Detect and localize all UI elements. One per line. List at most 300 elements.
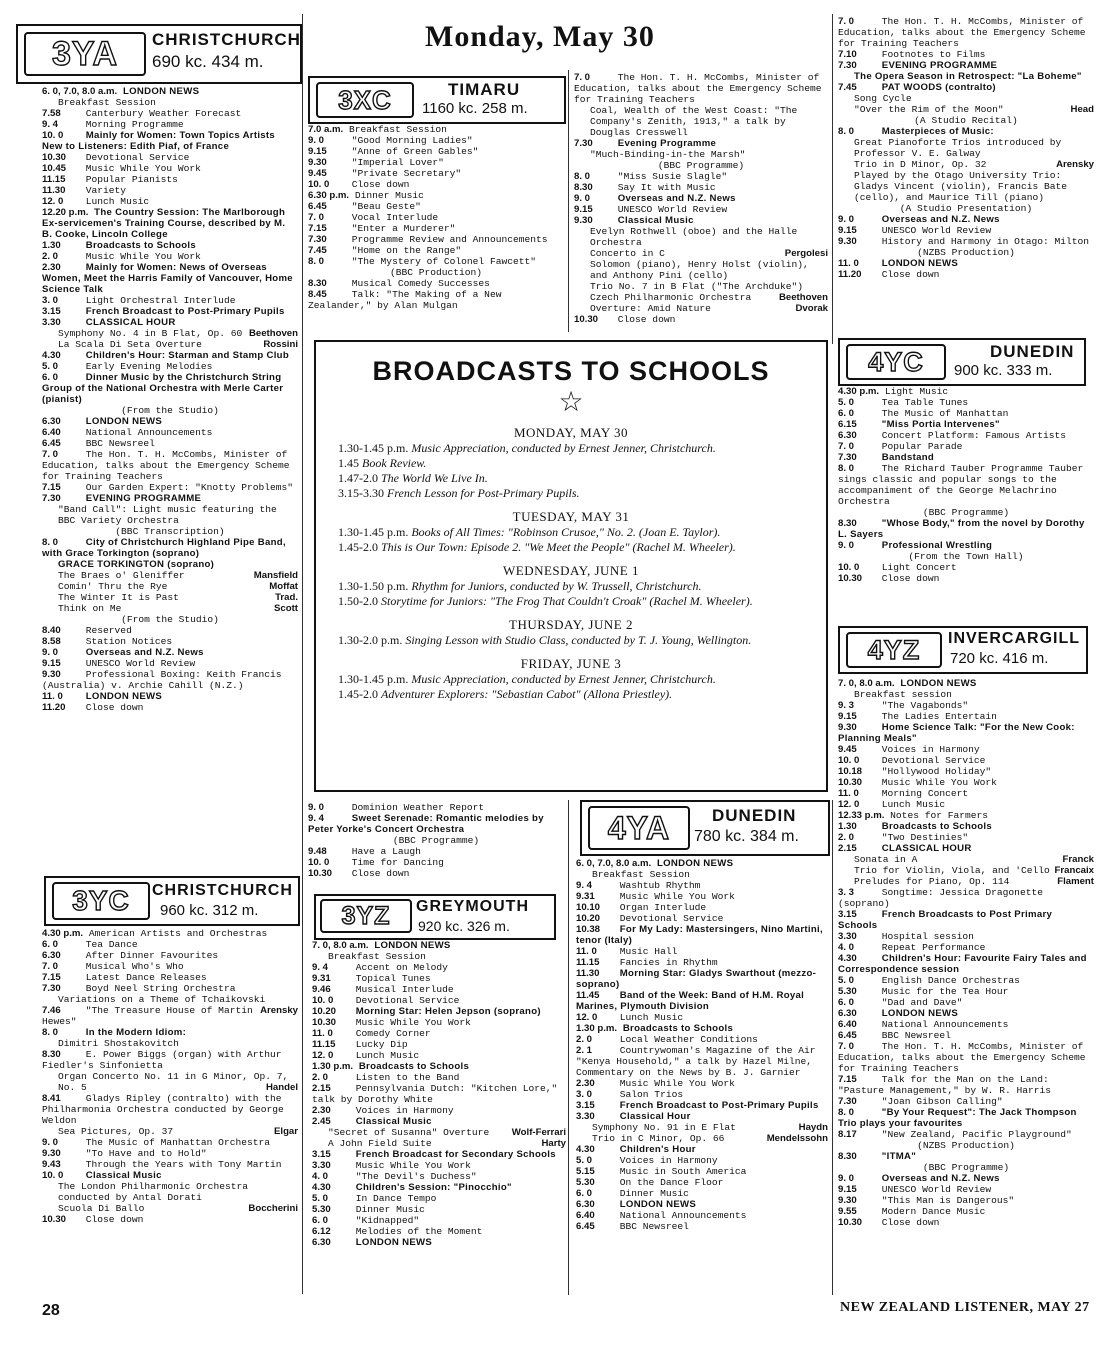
programme-title: LONDON NEWS	[656, 858, 734, 869]
programme-time: 3.15	[42, 306, 61, 317]
programme-title: Our Garden Expert: "Knotty Problems"	[85, 482, 294, 493]
programme-title: Gladys Ripley (contralto) with the Philharmonia Orchestra conducted by George Weldon	[42, 1093, 284, 1126]
programme-title: Dinner Music	[355, 1204, 425, 1215]
programme-title: "Secret of Susanna" Overture	[328, 1127, 490, 1138]
programme-time: 7.58	[42, 108, 61, 119]
programme-title: Pennsylvania Dutch: "Kitchen Lore," talk by Dorothy White	[312, 1083, 558, 1105]
programme-time: 6.30	[838, 1008, 857, 1019]
programme-entry	[838, 986, 1094, 997]
programme-entry	[838, 247, 1094, 258]
programme-time: 9.30	[42, 669, 61, 680]
programme-entry	[42, 372, 298, 405]
programme-entry	[42, 240, 298, 251]
programme-title: Evelyn Rothwell (oboe) and the Halle Orchestra	[590, 226, 798, 248]
programme-time: 6. 0	[838, 997, 855, 1008]
programme-entry	[42, 625, 298, 636]
programme-entry	[42, 86, 298, 97]
programme-title: LONDON NEWS	[85, 691, 163, 702]
page-number: 28	[42, 1302, 60, 1319]
programme-entry	[574, 160, 828, 171]
programme-time: 6.15	[838, 419, 857, 430]
programme-list-3yz-evening	[574, 72, 828, 334]
programme-title: "By Your Request": The Jack Thompson Trio plays your favourites	[838, 1107, 1077, 1129]
programme-entry	[838, 1074, 1094, 1096]
programme-title: Fancies in Rhythm	[619, 957, 718, 968]
programme-entry	[838, 137, 1094, 159]
programme-entry	[838, 408, 1094, 419]
programme-entry	[838, 430, 1094, 441]
programme-time: 6. 0, 7.0, 8.0 a.m.	[576, 858, 652, 869]
programme-title: (A Studio Recital)	[914, 115, 1018, 126]
programme-time: 6. 0	[42, 372, 59, 383]
composer-name: Arensky	[260, 1005, 298, 1016]
schools-item	[316, 672, 826, 687]
programme-entry	[838, 1008, 1094, 1019]
programme-time: 9.45	[308, 168, 327, 179]
programme-time: 10.30	[838, 1217, 863, 1228]
programme-entry	[312, 1237, 566, 1248]
programme-entry	[312, 1127, 566, 1138]
programme-time: 12. 0	[42, 196, 64, 207]
schools-day-heading: THURSDAY, JUNE 2	[509, 617, 633, 632]
programme-title: Talk for the Man on the Land: "Pasture Management," by W. R. Harris	[838, 1074, 1052, 1096]
programme-entry	[838, 953, 1094, 975]
programme-title: Breakfast Session	[348, 124, 447, 135]
programme-entry	[576, 990, 828, 1012]
programme-time: 6.30	[42, 416, 61, 427]
programme-entry	[576, 1177, 828, 1188]
programme-title: Dominion Weather Report	[351, 802, 485, 813]
programme-entry	[574, 149, 828, 160]
programme-entry	[42, 185, 298, 196]
programme-title: "The Treasure House of Martin Hewes"	[42, 1005, 253, 1027]
programme-title: Lunch Music	[355, 1050, 420, 1061]
programme-time: 6. 0	[838, 408, 855, 419]
programme-title: National Announcements	[619, 1210, 747, 1221]
station-city: GREYMOUTH	[416, 898, 529, 915]
composer-name: Head	[1070, 104, 1094, 115]
programme-entry	[312, 1017, 566, 1028]
programme-title: (From the Studio)	[121, 614, 219, 625]
programme-entry	[838, 452, 1094, 463]
programme-entry	[838, 214, 1094, 225]
programme-title: Home Science Talk: "For the New Cook: Planning Meals"	[838, 722, 1075, 744]
programme-time: 5. 0	[838, 975, 855, 986]
programme-entry	[576, 968, 828, 990]
masthead-footer: NEW ZEALAND LISTENER, MAY 27	[840, 1300, 1090, 1315]
programme-entry	[574, 204, 828, 215]
schools-item-time: 1.30-1.45 p.m.	[338, 441, 409, 455]
programme-entry	[576, 902, 828, 913]
composer-name: Wolf-Ferrari	[511, 1127, 566, 1138]
programme-title: Songtime: Jessica Dragonette (soprano)	[838, 887, 1043, 909]
programme-time: 7.46	[42, 1005, 61, 1016]
programme-title: Overseas and N.Z. News	[881, 214, 1000, 225]
programme-title: (A Studio Presentation)	[899, 203, 1033, 214]
programme-title: Light Music	[884, 386, 949, 397]
programme-entry	[576, 1144, 828, 1155]
programme-list-4ya	[576, 858, 828, 1290]
station-logo: 3XC	[316, 82, 414, 118]
programme-title: Programme Review and Announcements	[351, 234, 548, 245]
programme-entry	[576, 880, 828, 891]
programme-entry	[308, 835, 564, 846]
composer-name: Handel	[266, 1082, 298, 1093]
programme-title: "Miss Susie Slagle"	[617, 171, 728, 182]
programme-entry	[838, 562, 1094, 573]
schools-item-time: 1.45-2.0	[338, 687, 378, 701]
schools-item-title: French Lesson for Post-Primary Pupils.	[387, 486, 580, 500]
programme-time: 8. 0	[838, 1107, 855, 1118]
column-rule	[832, 14, 833, 344]
programme-time: 10.30	[574, 314, 599, 325]
programme-entry	[308, 179, 564, 190]
programme-entry	[42, 1214, 298, 1225]
programme-time: 11.15	[42, 174, 66, 185]
programme-time: 10.30	[312, 1017, 337, 1028]
programme-time: 4.30 p.m.	[42, 928, 84, 939]
programme-entry	[576, 1111, 828, 1122]
programme-entry	[42, 317, 298, 328]
programme-title: Boyd Neel String Orchestra	[85, 983, 236, 994]
programme-entry	[312, 1193, 566, 1204]
programme-title: The Braes o' Gleniffer	[58, 570, 185, 581]
composer-name: Harty	[541, 1138, 566, 1149]
programme-time: 7.30	[42, 983, 61, 994]
programme-time: 6.12	[312, 1226, 331, 1237]
programme-entry	[576, 1045, 828, 1078]
programme-time: 12. 0	[838, 799, 860, 810]
programme-time: 11. 0	[42, 691, 63, 702]
schools-schedule	[316, 425, 826, 702]
programme-title: Professional Boxing: Keith Francis (Australia) v. Archie Cahill (N.Z.)	[42, 669, 282, 691]
programme-list-4ya-evening	[838, 16, 1094, 336]
programme-time: 9. 0	[838, 540, 855, 551]
programme-time: 11.15	[312, 1039, 336, 1050]
programme-title: French Broadcast to Post-Primary Pupils	[85, 306, 285, 317]
composer-name: Flament	[1057, 876, 1094, 887]
programme-title: Washtub Rhythm	[619, 880, 701, 891]
programme-entry	[308, 135, 564, 146]
programme-entry	[576, 1034, 828, 1045]
programme-entry	[838, 887, 1094, 909]
programme-entry	[838, 1041, 1094, 1074]
programme-entry	[308, 234, 564, 245]
programme-title: Comedy Corner	[355, 1028, 431, 1039]
programme-time: 10.45	[42, 163, 67, 174]
programme-time: 10. 0	[312, 995, 334, 1006]
programme-entry	[308, 146, 564, 157]
programme-entry	[838, 975, 1094, 986]
programme-title: Close down	[85, 702, 144, 713]
programme-entry	[42, 449, 298, 482]
station-frequency: 1160 kc. 258 m.	[422, 100, 528, 117]
programme-title: After Dinner Favourites	[85, 950, 219, 961]
programme-time: 3.30	[312, 1160, 331, 1171]
programme-entry	[42, 482, 298, 493]
programme-entry	[838, 744, 1094, 755]
programme-time: 9.30	[838, 1195, 857, 1206]
programme-time: 9. 4	[576, 880, 593, 891]
programme-entry	[838, 997, 1094, 1008]
programme-title: Voices in Harmony	[881, 744, 980, 755]
programme-time: 9.45	[838, 744, 857, 755]
programme-time: 11. 0	[312, 1028, 333, 1039]
programme-entry	[312, 1039, 566, 1050]
programme-title: Masterpieces of Music:	[881, 126, 994, 137]
programme-title: Music While You Work	[619, 1078, 735, 1089]
programme-time: 7.10	[838, 49, 857, 60]
programme-entry	[42, 251, 298, 262]
programme-time: 3.30	[576, 1111, 595, 1122]
programme-time: 9. 4	[308, 813, 325, 824]
programme-time: 7. 0	[42, 961, 59, 972]
schools-item	[316, 471, 826, 486]
programme-entry	[576, 858, 828, 869]
programme-title: LONDON NEWS	[881, 1008, 959, 1019]
programme-time: 11.15	[576, 957, 600, 968]
programme-entry	[838, 755, 1094, 766]
programme-entry	[838, 16, 1094, 49]
programme-entry	[42, 163, 298, 174]
programme-entry	[312, 1050, 566, 1061]
programme-time: 4. 0	[312, 1171, 329, 1182]
programme-time: 10. 0	[838, 562, 860, 573]
programme-title: Music While You Work	[85, 163, 201, 174]
programme-time: 3.15	[838, 909, 857, 920]
programme-title: Great Pianoforte Trios introduced by Professor V. E. Galway	[854, 137, 1062, 159]
schools-item	[316, 540, 826, 555]
programme-time: 8. 0	[574, 171, 591, 182]
programme-entry	[574, 171, 828, 182]
programme-title: Classical Music	[355, 1116, 432, 1127]
programme-entry	[308, 201, 564, 212]
programme-title: BBC Newsreel	[881, 1030, 951, 1041]
programme-title: Children's Session: "Pinocchio"	[355, 1182, 512, 1193]
programme-time: 8.30	[838, 1151, 857, 1162]
programme-list-4yz	[838, 678, 1094, 1284]
programme-title: Evening Programme	[617, 138, 717, 149]
programme-entry	[312, 1105, 566, 1116]
programme-time: 8.58	[42, 636, 61, 647]
programme-time: 10. 0	[838, 755, 860, 766]
programme-entry	[838, 1217, 1094, 1228]
programme-title: Morning Concert	[881, 788, 969, 799]
schools-item-time: 1.50-2.0	[338, 594, 378, 608]
programme-title: Breakfast Session	[328, 951, 426, 962]
schools-item-title: Rhythm for Juniors, conducted by W. Trussell, Christchurch.	[411, 579, 702, 593]
programme-entry	[308, 846, 564, 857]
programme-title: Listen to the Band	[355, 1072, 460, 1083]
programme-title: "Good Morning Ladies"	[351, 135, 473, 146]
programme-time: 11.45	[576, 990, 600, 1001]
programme-entry	[574, 248, 828, 259]
programme-entry	[576, 1210, 828, 1221]
programme-entry	[576, 1188, 828, 1199]
programme-time: 7. 0	[838, 16, 855, 27]
programme-time: 2.45	[312, 1116, 331, 1127]
programme-entry	[42, 1126, 298, 1137]
programme-entry	[42, 537, 298, 559]
programme-time: 6.45	[308, 201, 327, 212]
programme-title: Modern Dance Music	[881, 1206, 986, 1217]
programme-title: Dinner Music	[354, 190, 424, 201]
programme-time: 3.30	[42, 317, 61, 328]
programme-time: 4.30	[576, 1144, 595, 1155]
programme-entry	[308, 267, 564, 278]
programme-time: 7. 0	[308, 212, 325, 223]
programme-time: 4. 0	[838, 942, 855, 953]
programme-entry	[42, 174, 298, 185]
programme-time: 12.20 p.m.	[42, 207, 89, 218]
programme-time: 8.30	[42, 1049, 61, 1060]
programme-title: Close down	[881, 1217, 940, 1228]
star-icon: ☆	[558, 387, 584, 418]
programme-entry	[838, 397, 1094, 408]
programme-entry	[312, 1061, 566, 1072]
programme-title: LONDON NEWS	[122, 86, 200, 97]
programme-title: "Home on the Range"	[351, 245, 462, 256]
programme-time: 5.15	[576, 1166, 595, 1177]
composer-name: Dvorak	[795, 303, 828, 314]
station-frequency: 690 kc. 434 m.	[152, 52, 264, 71]
programme-time: 4.30	[838, 953, 857, 964]
programme-title: LONDON NEWS	[374, 940, 451, 951]
programme-entry	[308, 868, 564, 879]
schools-item-time: 1.30-1.45 p.m.	[338, 525, 409, 539]
station-logo: 3YC	[52, 882, 150, 920]
programme-title: Station Notices	[85, 636, 173, 647]
programme-time: 9. 0	[308, 135, 325, 146]
programme-entry	[838, 711, 1094, 722]
programme-title: Scuola Di Ballo	[58, 1203, 145, 1214]
programme-time: 9. 4	[42, 119, 59, 130]
programme-title: Voices in Harmony	[619, 1155, 718, 1166]
programme-entry	[308, 802, 564, 813]
composer-name: Beethoven	[248, 328, 298, 339]
programme-title: (BBC Transcription)	[115, 526, 225, 537]
programme-title: "This Man is Dangerous"	[881, 1195, 1015, 1206]
programme-title: Light Concert	[881, 562, 957, 573]
programme-entry	[42, 306, 298, 317]
programme-title: Broadcasts to Schools	[358, 1061, 470, 1072]
programme-entry	[838, 463, 1094, 507]
programme-title: EVENING PROGRAMME	[85, 493, 202, 504]
programme-title: Think on Me	[58, 603, 122, 614]
programme-title: Music While You Work	[85, 251, 201, 262]
programme-entry	[838, 700, 1094, 711]
programme-entry	[308, 212, 564, 223]
programme-time: 9.31	[312, 973, 331, 984]
programme-title: National Announcements	[85, 427, 213, 438]
schools-item	[316, 687, 826, 702]
programme-title: Classical Music	[617, 215, 694, 226]
programme-title: The Ladies Entertain	[881, 711, 997, 722]
programme-title: Tea Dance	[85, 939, 138, 950]
programme-time: 1.30 p.m.	[312, 1061, 354, 1072]
programme-title: Song Cycle	[854, 93, 912, 104]
programme-time: 12. 0	[312, 1050, 334, 1061]
programme-title: Reserved	[85, 625, 132, 636]
schools-day-heading: MONDAY, MAY 30	[513, 425, 629, 440]
programme-time: 11. 0	[838, 788, 859, 799]
programme-entry	[42, 339, 298, 350]
programme-entry	[574, 303, 828, 314]
programme-time: 10.10	[576, 902, 601, 913]
programme-time: 9.15	[574, 204, 593, 215]
programme-time: 7.15	[838, 1074, 857, 1085]
programme-title: Lunch Music	[881, 799, 946, 810]
schools-item-time: 1.47-2.0	[338, 471, 378, 485]
programme-time: 3.15	[312, 1149, 331, 1160]
programme-title: PAT WOODS (contralto)	[881, 82, 996, 93]
composer-name: Scott	[274, 603, 298, 614]
programme-time: 6.30	[838, 430, 857, 441]
programme-title: BBC Newsreel	[85, 438, 155, 449]
programme-title: Breakfast Session	[592, 869, 690, 880]
schools-item	[316, 633, 826, 648]
programme-title: Sea Pictures, Op. 37	[58, 1126, 174, 1137]
programme-time: 7. 0, 8.0 a.m.	[838, 678, 895, 689]
programme-title: LONDON NEWS	[900, 678, 977, 689]
programme-title: Breakfast Session	[58, 97, 156, 108]
programme-title: The Music of Manhattan Orchestra	[85, 1137, 270, 1148]
programme-entry	[42, 526, 298, 537]
composer-name: Elgar	[274, 1126, 298, 1137]
programme-entry	[838, 1129, 1094, 1140]
programme-title: (NZBS Production)	[917, 1140, 1015, 1151]
programme-title: (BBC Production)	[389, 267, 483, 278]
programme-time: 9. 0	[838, 1173, 855, 1184]
programme-title: Overseas and N.Z. News	[617, 193, 736, 204]
programme-title: (BBC Programme)	[392, 835, 480, 846]
programme-time: 10.20	[576, 913, 601, 924]
programme-time: 3. 0	[576, 1089, 593, 1100]
programme-entry	[576, 913, 828, 924]
programme-list-3yz	[312, 940, 566, 1290]
programme-entry	[838, 1173, 1094, 1184]
programme-time: 6.40	[42, 427, 61, 438]
schools-item-time: 1.45-2.0	[338, 540, 378, 554]
composer-name: Trad.	[275, 592, 298, 603]
broadcasts-to-schools-panel	[314, 340, 828, 792]
programme-entry	[838, 1030, 1094, 1041]
programme-entry	[838, 689, 1094, 700]
programme-entry	[42, 983, 298, 994]
programme-title: The London Philharmonic Orchestra conducted by Antal Dorati	[58, 1181, 248, 1203]
programme-entry	[838, 876, 1094, 887]
programme-time: 2.30	[42, 262, 61, 273]
programme-entry	[42, 647, 298, 658]
programme-title: (BBC Programme)	[657, 160, 745, 171]
programme-time: 10. 0	[42, 1170, 64, 1181]
programme-entry	[42, 207, 298, 240]
programme-time: 10. 0	[42, 130, 64, 141]
programme-title: City of Christchurch Highland Pipe Band, with Grace Torkington (soprano)	[42, 537, 286, 559]
programme-title: Footnotes to Films	[881, 49, 986, 60]
programme-title: Sweet Serenade: Romantic melodies by Peter Yorke's Concert Orchestra	[308, 813, 544, 835]
programme-title: The Music of Manhattan	[881, 408, 1009, 419]
programme-title: Morning Programme	[85, 119, 184, 130]
programme-time: 2.30	[576, 1078, 595, 1089]
programme-time: 7.0 a.m.	[308, 124, 344, 135]
programme-entry	[42, 416, 298, 427]
programme-time: 8.45	[308, 289, 327, 300]
programme-title: Latest Dance Releases	[85, 972, 207, 983]
programme-entry	[42, 1170, 298, 1181]
programme-entry	[42, 928, 298, 939]
programme-title: Vocal Interlude	[351, 212, 439, 223]
